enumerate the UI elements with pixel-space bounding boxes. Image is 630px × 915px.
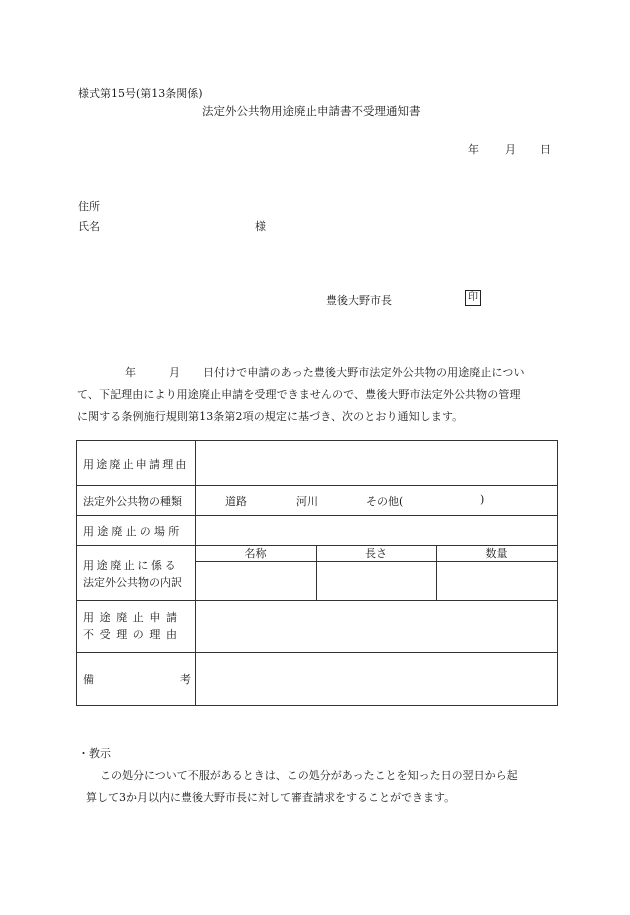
row-label-location: 用途廃止の場所 (83, 525, 183, 538)
honorific: 様 (255, 220, 266, 233)
row-label-remarks-b: 考 (180, 673, 191, 686)
paragraph-line-3: に関する条例施行規則第13条第2項の規定に基づき、次のとおり通知します。 (77, 410, 464, 423)
address-label: 住所 (78, 200, 100, 213)
notice-paragraph (77, 362, 555, 428)
date-month-label: 月 (505, 143, 516, 156)
column-header-length: 長さ (365, 547, 387, 560)
instruction-line-1: この処分について不服があるときは、この処分があったことを知った日の翌日から起 (100, 769, 518, 782)
row-label-application-reason: 用途廃止申請理由 (83, 458, 189, 471)
row-label-rejection-reason-line-1: 用途廃止申請 (83, 611, 183, 624)
option-river: 河川 (296, 495, 318, 508)
table-rule (77, 485, 557, 486)
paragraph-line-1-rest: 日付けで申請のあった豊後大野市法定外公共物の用途廃止につい (203, 366, 525, 379)
paragraph-line-1 (77, 362, 555, 384)
option-other: その他( (366, 495, 404, 508)
row-label-breakdown-line-1: 用途廃止に係る (83, 559, 179, 572)
breakdown-quantity-field[interactable] (437, 562, 556, 599)
option-other-close: ) (480, 493, 485, 506)
issuer-title: 豊後大野市長 (326, 294, 392, 307)
application-reason-field[interactable] (195, 445, 551, 481)
instruction-heading: ・教示 (78, 747, 111, 760)
paragraph-month: 月 (169, 366, 181, 379)
remarks-field[interactable] (196, 653, 556, 704)
location-field[interactable] (195, 516, 551, 544)
row-label-rejection-reason-line-2: 不受理の理由 (83, 628, 183, 641)
paragraph-line-2: て、下記理由により用途廃止申請を受理できませんので、豊後大野市法定外公共物の管理 (77, 388, 521, 401)
form-table (76, 440, 558, 706)
row-label-remarks-a: 備 (83, 673, 94, 686)
form-number: 様式第15号(第13条関係) (78, 87, 203, 100)
instruction-body (86, 765, 556, 809)
option-road: 道路 (225, 495, 247, 508)
row-label-breakdown-line-2: 法定外公共物の内訳 (83, 576, 182, 589)
column-header-quantity: 数量 (485, 547, 508, 560)
paragraph-year: 年 (125, 366, 137, 379)
rejection-reason-field[interactable] (196, 601, 556, 651)
date-year-label: 年 (468, 143, 479, 156)
instruction-line-2: 算して3か月以内に豊後大野市長に対して審査請求をすることができます。 (86, 791, 456, 804)
column-header-name: 名称 (244, 547, 267, 560)
breakdown-name-field[interactable] (196, 562, 315, 599)
breakdown-length-field[interactable] (317, 562, 435, 599)
name-label: 氏名 (78, 220, 100, 233)
date-day-label: 日 (540, 143, 551, 156)
row-label-property-type: 法定外公共物の種類 (83, 495, 182, 508)
seal-mark: 印 (465, 290, 481, 306)
document-title: 法定外公共物用途廃止申請書不受理通知書 (202, 104, 421, 118)
